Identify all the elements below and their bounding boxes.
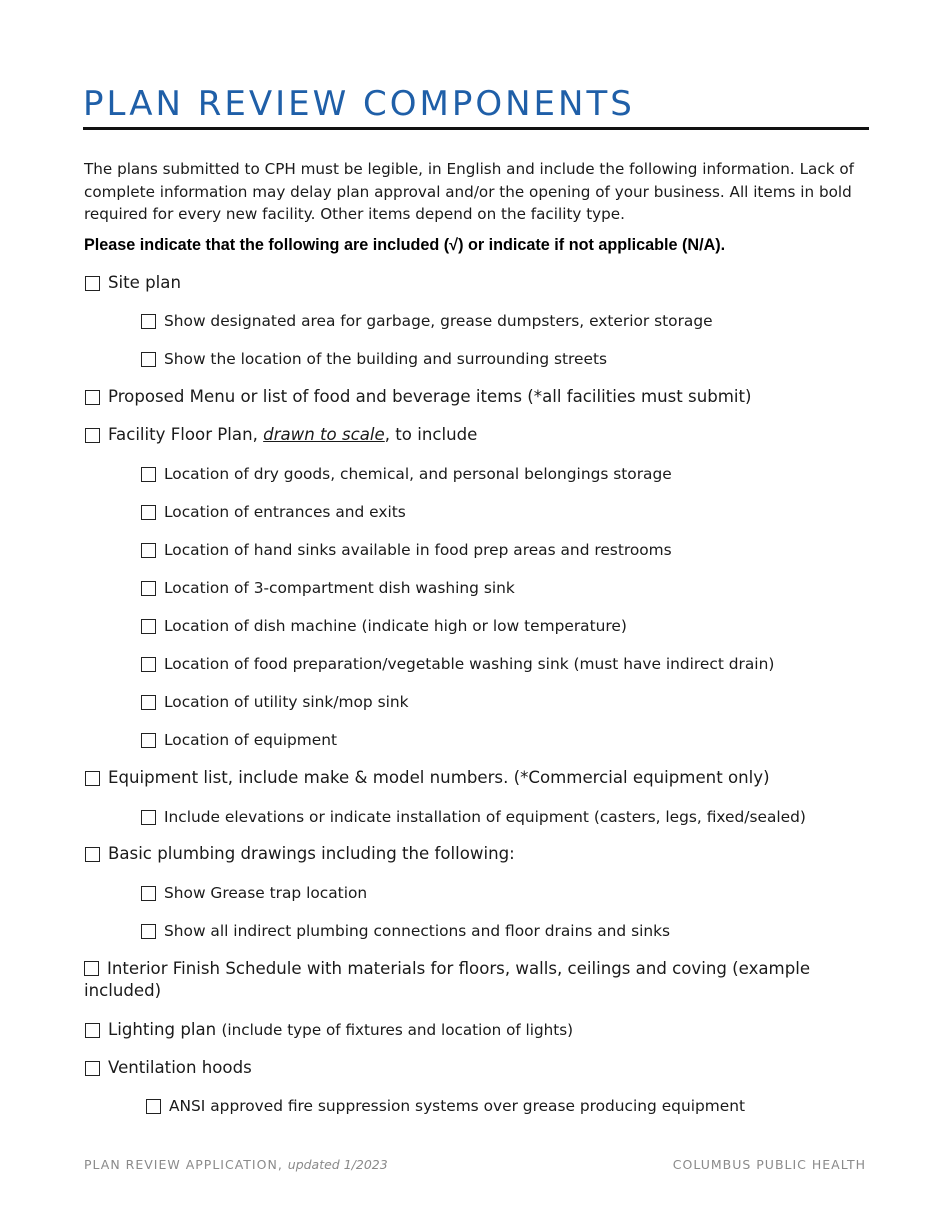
item-label: Site plan: [108, 273, 181, 292]
lighting-text: Lighting plan: [108, 1020, 222, 1039]
item-label: Location of utility sink/mop sink: [164, 693, 409, 711]
checklist-item-floor-plan: [85, 425, 477, 444]
checklist-item-vent-ansi: [146, 1097, 745, 1115]
page-title: PLAN REVIEW COMPONENTS: [83, 84, 635, 124]
instruction-text: Please indicate that the following are included (√) or indicate if not applicable (N/A).: [84, 236, 726, 254]
item-label: Interior Finish Schedule with materials for floors, walls, ceilings and coving (example included): [84, 959, 811, 1000]
item-label: Proposed Menu or list of food and beverage items (*all facilities must submit): [108, 387, 752, 406]
checkbox-fp-3comp[interactable]: [141, 581, 156, 596]
drawn-to-scale-text: drawn to scale: [263, 425, 385, 444]
checklist-item-site-building: [141, 350, 607, 368]
checkbox-ventilation[interactable]: [85, 1061, 100, 1076]
footer-right: COLUMBUS PUBLIC HEALTH: [672, 1157, 866, 1172]
checklist-item-ventilation: [85, 1058, 252, 1077]
checkbox-equipment-list[interactable]: [85, 771, 100, 786]
item-label: [108, 425, 477, 444]
checklist-item-equipment-elev: [141, 808, 806, 826]
checkbox-plumbing[interactable]: [85, 847, 100, 862]
footer-app-name: PLAN REVIEW APPLICATION,: [84, 1157, 288, 1172]
item-label: ANSI approved fire suppression systems over grease producing equipment: [169, 1097, 745, 1115]
checklist-item-fp-utility: [141, 693, 409, 711]
item-label: Location of dry goods, chemical, and personal belongings storage: [164, 465, 672, 483]
checkbox-plumb-grease[interactable]: [141, 886, 156, 901]
item-label: Show Grease trap location: [164, 884, 368, 902]
checkbox-plumb-indirect[interactable]: [141, 924, 156, 939]
checklist-item-fp-dish-machine: [141, 617, 627, 635]
footer-left: [84, 1157, 388, 1172]
title-divider: [83, 127, 869, 130]
checklist-item-menu: [85, 387, 752, 406]
checklist-item-plumb-indirect: [141, 922, 670, 940]
item-label: Show designated area for garbage, grease dumpsters, exterior storage: [164, 312, 713, 330]
item-label: [108, 1020, 573, 1039]
checkbox-fp-entrances[interactable]: [141, 505, 156, 520]
checklist-item-plumbing: [85, 844, 515, 863]
checkbox-site-garbage[interactable]: [141, 314, 156, 329]
item-label: Include elevations or indicate installation of equipment (casters, legs, fixed/sealed): [164, 808, 806, 826]
item-label: Show the location of the building and surrounding streets: [164, 350, 608, 368]
checklist-item-fp-equipment: [141, 731, 337, 749]
checkbox-fp-utility[interactable]: [141, 695, 156, 710]
item-label: Location of hand sinks available in food prep areas and restrooms: [164, 541, 672, 559]
item-label: Location of entrances and exits: [164, 503, 406, 521]
checkbox-site-plan[interactable]: [85, 276, 100, 291]
checkbox-fp-dry-goods[interactable]: [141, 467, 156, 482]
checklist-item-site-plan: [85, 273, 181, 292]
floor-plan-text: Facility Floor Plan,: [108, 425, 264, 444]
checkbox-floor-plan[interactable]: [85, 428, 100, 443]
checklist-item-plumb-grease: [141, 884, 367, 902]
item-label: Ventilation hoods: [108, 1058, 252, 1077]
footer-updated: updated 1/2023: [287, 1157, 388, 1172]
item-label: Location of food preparation/vegetable washing sink (must have indirect drain): [164, 655, 775, 673]
checkbox-fp-hand-sinks[interactable]: [141, 543, 156, 558]
item-label: Equipment list, include make & model numbers. (*Commercial equipment only): [108, 768, 770, 787]
item-label: Basic plumbing drawings including the following:: [108, 844, 515, 863]
checkbox-fp-dish-machine[interactable]: [141, 619, 156, 634]
checklist-item-equipment-list: [85, 768, 770, 787]
item-label: Location of dish machine (indicate high or low temperature): [164, 617, 627, 635]
checkbox-fp-prep-sink[interactable]: [141, 657, 156, 672]
checkbox-interior-finish[interactable]: [84, 961, 99, 976]
checkbox-vent-ansi[interactable]: [146, 1099, 161, 1114]
checkbox-menu[interactable]: [85, 390, 100, 405]
item-label: Location of equipment: [164, 731, 338, 749]
checklist-item-lighting: [85, 1020, 573, 1039]
checkbox-lighting[interactable]: [85, 1023, 100, 1038]
checklist-item-site-garbage: [141, 312, 713, 330]
item-label: Location of 3-compartment dish washing sink: [164, 579, 515, 597]
checkbox-equipment-elev[interactable]: [141, 810, 156, 825]
checkbox-fp-equipment[interactable]: [141, 733, 156, 748]
intro-paragraph: The plans submitted to CPH must be legible, in English and include the following information. Lack of complete information may delay plan approval and/or the opening of your business. All items in bold required for every new facility. Other items depend on the facility type.: [84, 160, 854, 223]
checklist-item-fp-hand-sinks: [141, 541, 672, 559]
item-label: Show all indirect plumbing connections and floor drains and sinks: [164, 922, 671, 940]
floor-plan-suffix: , to include: [384, 425, 478, 444]
checkbox-site-building[interactable]: [141, 352, 156, 367]
lighting-note: (include type of fixtures and location of lights): [221, 1021, 574, 1039]
checklist-item-fp-prep-sink: [141, 655, 774, 673]
checklist-item-interior-finish: [84, 958, 874, 1002]
checklist-item-fp-entrances: [141, 503, 406, 521]
checklist-item-fp-dry-goods: [141, 465, 672, 483]
checklist-item-fp-3comp: [141, 579, 515, 597]
